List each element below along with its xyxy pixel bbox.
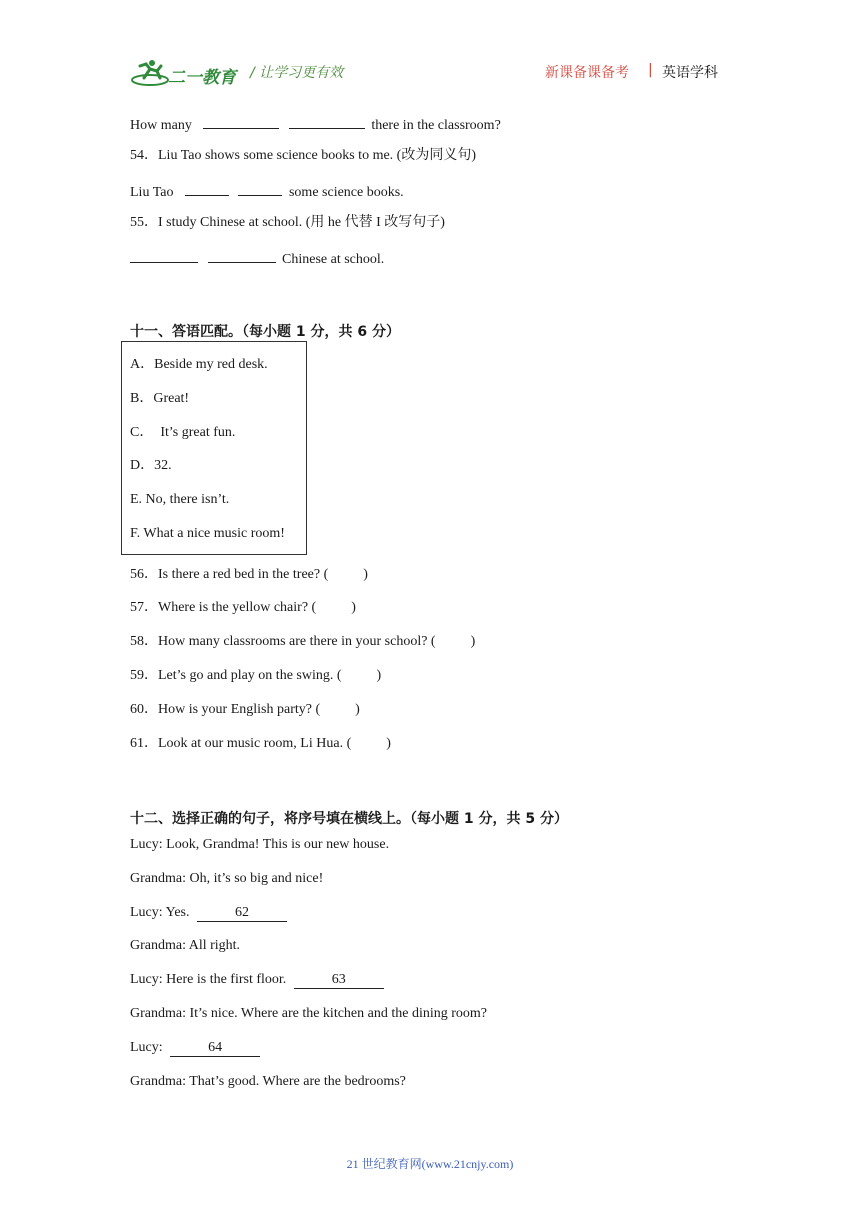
question-57: 57．Where is the yellow chair? ( ) <box>130 600 356 615</box>
dialogue-speaker-text: Lucy: <box>130 1040 163 1055</box>
q54-answer-pre: Liu Tao <box>130 185 174 200</box>
question-60: 60．How is your English party? ( ) <box>130 702 360 717</box>
q55-answer-line <box>130 248 384 269</box>
logo-text: 二一教育 <box>168 68 236 88</box>
question-59: 59．Let’s go and play on the swing. ( ) <box>130 668 382 683</box>
q54-answer-post: some science books. <box>288 185 404 200</box>
header-slogan: / 让学习更有效 <box>250 65 344 81</box>
dialogue-line <box>130 904 287 922</box>
option-f: F. What a nice music room! <box>130 526 285 541</box>
dialogue-line: Grandma: Oh, it’s so big and nice! <box>130 871 324 886</box>
q53-answer-post: there in the classroom? <box>371 118 501 133</box>
q55-question: 55．I study Chinese at school. (用 he 代替 I 改写句子) <box>130 215 445 230</box>
answer-blank[interactable] <box>208 248 276 263</box>
option-d: D．32. <box>130 458 172 473</box>
answer-blank-64[interactable]: 64 <box>170 1040 260 1057</box>
answer-blank-63[interactable]: 63 <box>294 972 384 989</box>
dialogue-line: Grandma: It’s nice. Where are the kitchen and the dining room? <box>130 1006 487 1021</box>
page-footer: 21 世纪教育网(www.21cnjy.com) <box>346 1157 514 1171</box>
header-separator: | <box>648 62 653 78</box>
option-a: A．Beside my red desk. <box>130 357 268 372</box>
q53-answer-line <box>130 114 501 135</box>
section-11-title: 十一、答语匹配。（每小题 1 分，共 6 分） <box>130 324 400 340</box>
dialogue-speaker-text: Lucy: Yes. <box>130 905 190 920</box>
dialogue-line <box>130 1039 260 1057</box>
q55-answer-post: Chinese at school. <box>282 252 385 267</box>
q54-answer-line <box>130 181 404 202</box>
option-e: E. No, there isn’t. <box>130 492 230 507</box>
header-subject-label: 英语学科 <box>662 65 718 81</box>
dialogue-line: Grandma: That’s good. Where are the bedrooms? <box>130 1074 406 1089</box>
option-b: B．Great! <box>130 391 190 406</box>
answer-blank[interactable] <box>238 181 282 196</box>
dialogue-line: Lucy: Look, Grandma! This is our new house. <box>130 837 390 852</box>
q53-answer-pre: How many <box>130 118 192 133</box>
answer-blank-62[interactable]: 62 <box>197 905 287 922</box>
dialogue-line <box>130 971 384 989</box>
site-logo <box>130 58 238 88</box>
q54-question: 54．Liu Tao shows some science books to me. (改为同义句) <box>130 148 476 163</box>
question-56: 56．Is there a red bed in the tree? ( ) <box>130 567 368 582</box>
header-course-label: 新课备课备考 <box>545 65 629 81</box>
answer-blank[interactable] <box>185 181 229 196</box>
option-c: C． It’s great fun. <box>130 425 236 440</box>
section-12-title: 十二、选择正确的句子，将序号填在横线上。（每小题 1 分，共 5 分） <box>130 811 568 827</box>
dialogue-speaker-text: Lucy: Here is the first floor. <box>130 972 287 987</box>
question-61: 61．Look at our music room, Li Hua. ( ) <box>130 736 391 751</box>
dialogue-line: Grandma: All right. <box>130 938 241 953</box>
answer-blank[interactable] <box>130 248 198 263</box>
question-58: 58．How many classrooms are there in your school? ( ) <box>130 634 476 649</box>
answer-blank[interactable] <box>203 114 279 129</box>
answer-blank[interactable] <box>289 114 365 129</box>
